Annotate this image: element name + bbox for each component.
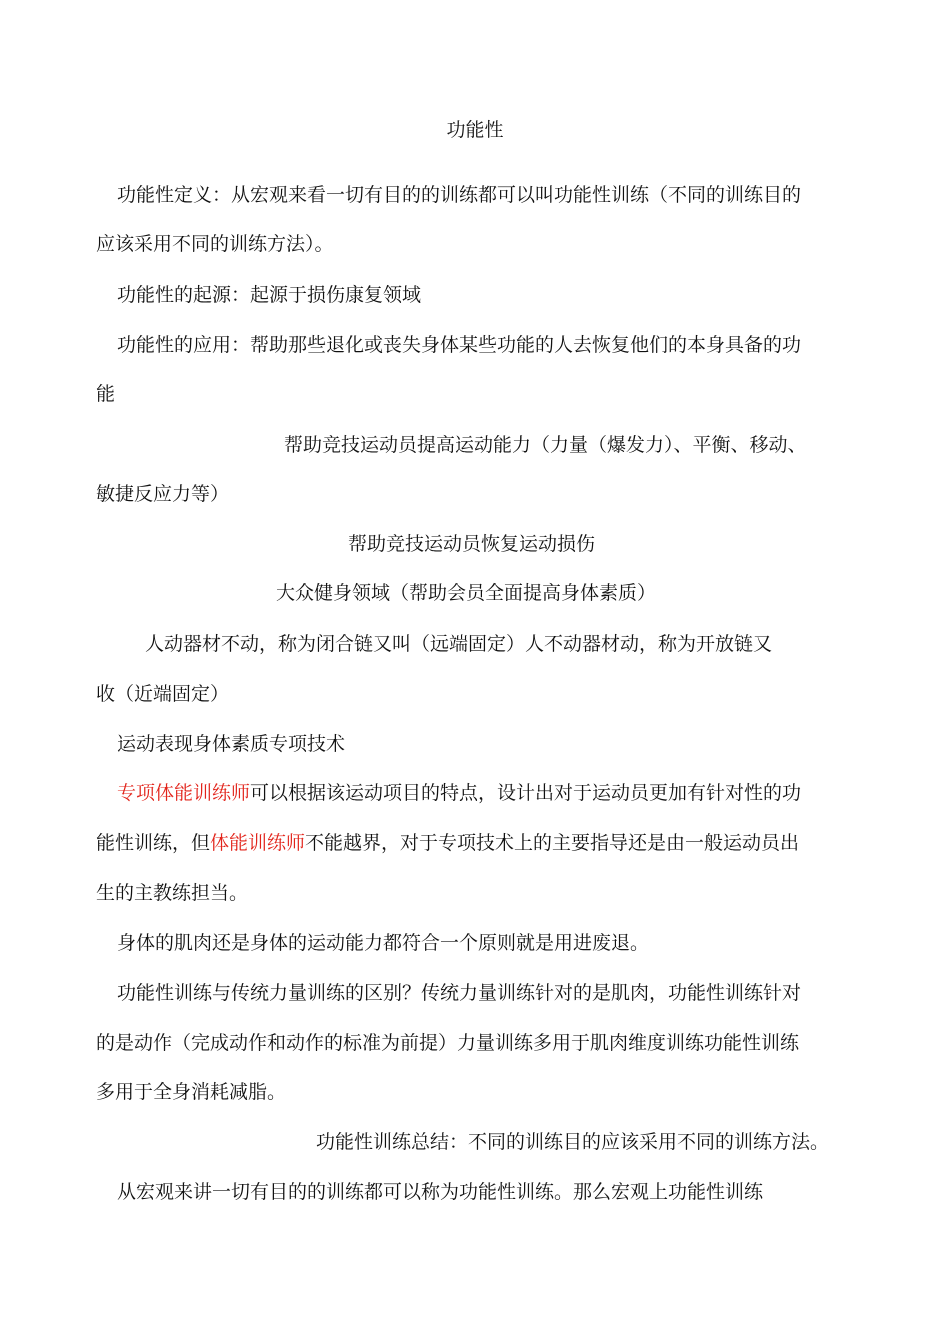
trainer-line-2-text-a: 能性训练，但 xyxy=(96,832,211,854)
highlight-fitness-trainer: 体能训练师 xyxy=(210,832,306,854)
application-sport-line-2: 敏捷反应力等） xyxy=(96,483,230,505)
document-title: 功能性 xyxy=(446,119,504,141)
trainer-line-1-text: 可以根据该运动项目的特点，设计出对于运动员更加有针对性的功 xyxy=(250,782,802,804)
difference-line-1: 功能性训练与传统力量训练的区别？传统力量训练针对的是肌肉，功能性训练针对 xyxy=(117,982,802,1004)
difference-line-3: 多用于全身消耗减脂。 xyxy=(96,1081,287,1103)
summary-line: 功能性训练总结：不同的训练目的应该采用不同的训练方法。 xyxy=(316,1131,830,1153)
application-line-2: 能 xyxy=(96,383,116,405)
performance-line: 运动表现身体素质专项技术 xyxy=(117,733,346,755)
application-line-1: 功能性的应用：帮助那些退化或丧失身体某些功能的人去恢复他们的本身具备的功 xyxy=(117,334,802,356)
application-sport-line-1: 帮助竞技运动员提高运动能力（力量（爆发力）、平衡、移动、 xyxy=(284,434,807,456)
macro-line: 从宏观来讲一切有目的的训练都可以称为功能性训练。那么宏观上功能性训练 xyxy=(117,1181,764,1203)
trainer-line-3: 生的主教练担当。 xyxy=(96,882,249,904)
application-injury-line: 帮助竞技运动员恢复运动损伤 xyxy=(348,533,596,555)
application-fitness-line: 大众健身领域（帮助会员全面提高身体素质） xyxy=(276,582,657,604)
principle-line: 身体的肌肉还是身体的运动能力都符合一个原则就是用进废退。 xyxy=(117,932,650,954)
definition-line-2: 应该采用不同的训练方法）。 xyxy=(96,233,334,255)
definition-line-1: 功能性定义：从宏观来看一切有目的的训练都可以叫功能性训练（不同的训练目的 xyxy=(117,184,802,206)
highlight-specialist-trainer: 专项体能训练师 xyxy=(117,782,251,804)
trainer-line-2-text-b: 不能越界，对于专项技术上的主要指导还是由一般运动员出 xyxy=(305,832,800,854)
trainer-line-1 xyxy=(117,780,801,806)
trainer-line-2 xyxy=(96,830,799,856)
chain-line-1: 人动器材不动，称为闭合链又叫（远端固定）人不动器材动，称为开放链又 xyxy=(145,633,773,655)
chain-line-2: 收（近端固定） xyxy=(96,683,230,705)
difference-line-2: 的是动作（完成动作和动作的标准为前提）力量训练多用于肌肉维度训练功能性训练 xyxy=(96,1032,800,1054)
origin-line: 功能性的起源：起源于损伤康复领域 xyxy=(117,284,422,306)
